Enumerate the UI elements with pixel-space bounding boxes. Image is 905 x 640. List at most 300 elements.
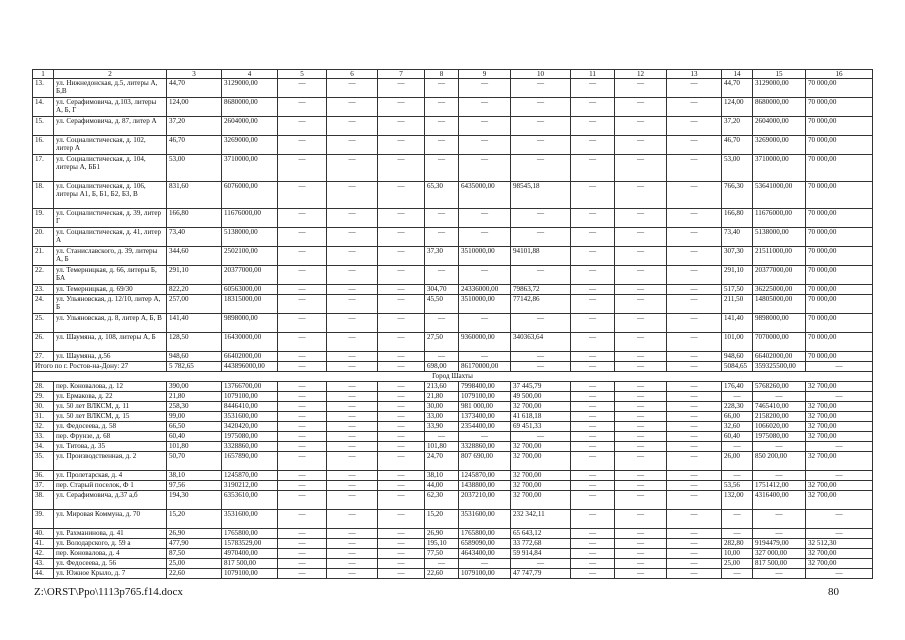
value-cell: — [667,569,722,579]
value-cell: — [667,559,722,569]
value-cell: 66402000,00 [222,352,278,362]
value-cell: 477,90 [167,539,222,549]
value-cell: — [425,98,459,117]
value-cell: 4643400,00 [459,549,511,559]
value-cell: 70 000,00 [806,136,873,155]
value-cell: — [378,422,425,432]
value-cell: — [378,491,425,510]
column-number-cell: 1 [33,70,54,79]
value-cell: 18315000,00 [222,295,278,314]
value-cell: — [511,432,571,442]
value-cell: — [615,182,667,209]
value-cell: — [425,79,459,98]
value-cell: — [722,392,753,402]
value-cell: — [571,432,615,442]
value-cell: 4970400,00 [222,549,278,559]
value-cell: 32 512,30 [806,539,873,549]
value-cell: — [378,314,425,333]
value-cell: — [571,412,615,422]
value-cell: — [615,79,667,98]
column-number-cell: 8 [425,70,459,79]
table-row [33,471,873,481]
value-cell: — [278,392,327,402]
value-cell: — [571,155,615,182]
value-cell: 344,60 [167,247,222,266]
total-value-cell: — [667,362,722,372]
value-cell: — [667,209,722,228]
address-cell: ул. Станиславского, д. 39, литеры А, Б [54,247,167,266]
value-cell: 11676000,00 [753,209,806,228]
value-cell: — [615,510,667,529]
value-cell: — [425,432,459,442]
value-cell: 1079100,00 [222,569,278,579]
value-cell: 15783529,00 [222,539,278,549]
value-cell: 5138000,00 [222,228,278,247]
value-cell: 32 700,00 [511,481,571,491]
value-cell: — [459,266,511,285]
value-cell: — [667,136,722,155]
value-cell: 2354400,00 [459,422,511,432]
table-row [33,209,873,228]
value-cell: 70 000,00 [806,247,873,266]
value-cell: 60,40 [722,432,753,442]
value-cell: — [327,402,378,412]
value-cell: — [571,209,615,228]
value-cell: — [278,510,327,529]
value-cell: — [278,285,327,295]
column-number-cell: 12 [615,70,667,79]
row-number-cell: 29. [33,392,54,402]
value-cell: — [459,559,511,569]
row-number-cell: 13. [33,79,54,98]
value-cell: 3190212,00 [222,481,278,491]
value-cell: — [667,510,722,529]
address-cell: ул. Шаумяна, д.56 [54,352,167,362]
page-number: 80 [828,586,839,598]
table-row [33,136,873,155]
value-cell: 2037210,00 [459,491,511,510]
total-value-cell: — [278,362,327,372]
value-cell: 817 500,00 [222,559,278,569]
value-cell: 62,30 [425,491,459,510]
value-cell: 70 000,00 [806,352,873,362]
value-cell: — [615,314,667,333]
value-cell: — [667,79,722,98]
value-cell: 211,50 [722,295,753,314]
value-cell: — [459,98,511,117]
value-cell: 132,00 [722,491,753,510]
data-table [32,69,873,579]
value-cell: 2604000,00 [753,117,806,136]
value-cell: — [571,333,615,352]
value-cell: 3510000,00 [459,247,511,266]
value-cell: 32 700,00 [806,402,873,412]
value-cell: — [459,314,511,333]
value-cell: — [667,471,722,481]
value-cell: — [806,529,873,539]
value-cell: 66402000,00 [753,352,806,362]
address-cell: ул. Социалистическая, д. 102, литер А [54,136,167,155]
value-cell: — [278,432,327,442]
value-cell: 26,90 [167,529,222,539]
value-cell: — [378,155,425,182]
table-row [33,117,873,136]
value-cell: — [667,432,722,442]
value-cell: 10,00 [722,549,753,559]
value-cell: — [425,228,459,247]
value-cell: — [459,155,511,182]
value-cell: — [571,228,615,247]
address-cell: пер. Коновалова, д. 4 [54,549,167,559]
row-number-cell: 34. [33,442,54,452]
value-cell: — [722,442,753,452]
value-cell: — [378,392,425,402]
address-cell: пер. Старый поселок, Ф 1 [54,481,167,491]
value-cell: 32 700,00 [806,549,873,559]
table-row [33,392,873,402]
value-cell: 32 700,00 [806,452,873,471]
value-cell: 26,90 [425,529,459,539]
value-cell: 20377000,00 [753,266,806,285]
value-cell: 1765800,00 [222,529,278,539]
value-cell: — [571,442,615,452]
value-cell: 32 700,00 [511,442,571,452]
table-header-row [33,70,873,79]
value-cell: — [378,79,425,98]
value-cell: — [667,491,722,510]
value-cell: 327 000,00 [753,549,806,559]
address-cell: ул. Титова, д. 35 [54,442,167,452]
value-cell: 53,00 [167,155,222,182]
value-cell: 32 700,00 [511,452,571,471]
value-cell: 807 690,00 [459,452,511,471]
value-cell: 7465410,00 [753,402,806,412]
value-cell: — [667,228,722,247]
value-cell: — [615,402,667,412]
value-cell: — [327,314,378,333]
value-cell: 60,40 [167,432,222,442]
value-cell: 26,00 [722,452,753,471]
value-cell: — [806,392,873,402]
value-cell: 9360000,00 [459,333,511,352]
value-cell: — [806,471,873,481]
table-row [33,228,873,247]
value-cell: — [615,471,667,481]
value-cell: — [753,569,806,579]
value-cell: — [425,209,459,228]
value-cell: 24336000,00 [459,285,511,295]
value-cell: — [378,98,425,117]
value-cell: — [571,295,615,314]
value-cell: — [753,442,806,452]
value-cell: 94101,88 [511,247,571,266]
value-cell: — [378,285,425,295]
value-cell: 33,90 [425,422,459,432]
value-cell: 32 700,00 [511,402,571,412]
value-cell: 65 643,12 [511,529,571,539]
value-cell: — [278,209,327,228]
value-cell: — [571,352,615,362]
address-cell: ул. Федосеева, д. 56 [54,559,167,569]
value-cell: — [278,136,327,155]
value-cell: 32 700,00 [806,422,873,432]
row-number-cell: 28. [33,382,54,392]
value-cell: 6076000,00 [222,182,278,209]
address-cell: ул. Рахманинова, д. 41 [54,529,167,539]
value-cell: 66,50 [167,422,222,432]
column-number-cell: 7 [378,70,425,79]
value-cell: 6589090,00 [459,539,511,549]
value-cell: — [378,539,425,549]
value-cell: — [327,155,378,182]
value-cell: 24,70 [425,452,459,471]
value-cell: 1373400,00 [459,412,511,422]
column-number-cell: 11 [571,70,615,79]
value-cell: — [278,529,327,539]
value-cell: 70 000,00 [806,209,873,228]
value-cell: — [615,136,667,155]
value-cell: — [378,295,425,314]
value-cell: 6353610,00 [222,491,278,510]
value-cell: — [615,412,667,422]
value-cell: 1079100,00 [222,392,278,402]
address-cell: пер. Фрунзе, д. 68 [54,432,167,442]
value-cell: 1066020,00 [753,422,806,432]
table-row [33,452,873,471]
value-cell: 7998400,00 [459,382,511,392]
value-cell: — [615,117,667,136]
value-cell: — [667,314,722,333]
value-cell: 228,30 [722,402,753,412]
value-cell: — [571,79,615,98]
row-number-cell: 44. [33,569,54,579]
value-cell: 38,10 [425,471,459,481]
value-cell: 1657890,00 [222,452,278,471]
value-cell: 1079100,00 [459,569,511,579]
value-cell: 37,20 [722,117,753,136]
total-value-cell: 698,00 [425,362,459,372]
table-row [33,155,873,182]
value-cell: 282,80 [722,539,753,549]
value-cell: — [571,182,615,209]
value-cell: — [278,549,327,559]
value-cell: 8680000,00 [222,98,278,117]
address-cell: ул. Производственная, д. 2 [54,452,167,471]
value-cell: 291,10 [722,266,753,285]
value-cell: — [615,228,667,247]
value-cell: — [511,228,571,247]
value-cell: 45,50 [425,295,459,314]
value-cell: 32 700,00 [806,382,873,392]
value-cell: 15,20 [425,510,459,529]
value-cell: 213,60 [425,382,459,392]
value-cell: 257,00 [167,295,222,314]
value-cell: — [667,529,722,539]
value-cell: 97,56 [167,481,222,491]
value-cell: 831,60 [167,182,222,209]
value-cell: — [327,352,378,362]
value-cell: — [327,442,378,452]
value-cell: — [327,539,378,549]
value-cell: 65,30 [425,182,459,209]
value-cell: 3531600,00 [459,510,511,529]
value-cell: — [615,529,667,539]
row-number-cell: 17. [33,155,54,182]
value-cell: — [615,98,667,117]
value-cell: 32 700,00 [806,491,873,510]
value-cell: 11676000,00 [222,209,278,228]
row-number-cell: 31. [33,412,54,422]
value-cell: — [378,333,425,352]
value-cell: — [425,314,459,333]
row-number-cell: 38. [33,491,54,510]
value-cell: 390,00 [167,382,222,392]
value-cell: — [459,209,511,228]
value-cell: — [425,266,459,285]
value-cell: — [378,228,425,247]
value-cell: — [425,352,459,362]
address-cell: ул. Мировая Коммуна, д. 70 [54,510,167,529]
file-path: Z:\ORST\Ppo\1113p765.f14.docx [34,586,183,598]
value-cell: 70 000,00 [806,79,873,98]
value-cell: — [571,314,615,333]
value-cell: — [459,136,511,155]
address-cell: ул. Серафимовича, д. 87, литер А [54,117,167,136]
value-cell: 304,70 [425,285,459,295]
value-cell: — [753,529,806,539]
value-cell: — [327,392,378,402]
value-cell: — [327,569,378,579]
table-row [33,559,873,569]
value-cell: 59 914,84 [511,549,571,559]
value-cell: — [511,559,571,569]
value-cell: — [327,228,378,247]
row-number-cell: 35. [33,452,54,471]
value-cell: 8446410,00 [222,402,278,412]
value-cell: — [278,247,327,266]
value-cell: — [615,266,667,285]
value-cell: — [615,352,667,362]
value-cell: — [278,98,327,117]
value-cell: — [615,481,667,491]
value-cell: 3129000,00 [222,79,278,98]
value-cell: — [378,569,425,579]
value-cell: 33,00 [425,412,459,422]
value-cell: 25,00 [722,559,753,569]
table-row [33,402,873,412]
value-cell: — [378,510,425,529]
value-cell: — [511,266,571,285]
value-cell: 46,70 [167,136,222,155]
address-cell: ул. Ульяновская, д. 8, литер А, Б, В [54,314,167,333]
value-cell: — [327,285,378,295]
value-cell: — [278,402,327,412]
row-number-cell: 22. [33,266,54,285]
row-number-cell: 40. [33,529,54,539]
value-cell: 70 000,00 [806,98,873,117]
value-cell: 1245870,00 [222,471,278,481]
value-cell: 21,80 [167,392,222,402]
value-cell: — [667,422,722,432]
value-cell: — [378,412,425,422]
column-number-cell: 15 [753,70,806,79]
value-cell: 14805000,00 [753,295,806,314]
value-cell: 9194479,00 [753,539,806,549]
value-cell: — [722,510,753,529]
table-row [33,432,873,442]
value-cell: 9898000,00 [753,314,806,333]
value-cell: 101,00 [722,333,753,352]
value-cell: — [327,471,378,481]
value-cell: — [615,549,667,559]
value-cell: 3328860,00 [459,442,511,452]
value-cell: 1975080,00 [753,432,806,442]
value-cell: 101,80 [167,442,222,452]
value-cell: 176,40 [722,382,753,392]
value-cell: — [327,182,378,209]
row-number-cell: 27. [33,352,54,362]
row-number-cell: 20. [33,228,54,247]
value-cell: 44,70 [167,79,222,98]
value-cell: — [615,432,667,442]
value-cell: 13766700,00 [222,382,278,392]
value-cell: — [571,117,615,136]
value-cell: — [667,155,722,182]
value-cell: 3420420,00 [222,422,278,432]
column-number-cell: 5 [278,70,327,79]
value-cell: 38,10 [167,471,222,481]
value-cell: — [615,295,667,314]
value-cell: 3129000,00 [753,79,806,98]
value-cell: — [753,510,806,529]
row-number-cell: 43. [33,559,54,569]
value-cell: 5138000,00 [753,228,806,247]
column-number-cell: 6 [327,70,378,79]
value-cell: 49 500,00 [511,392,571,402]
value-cell: — [327,382,378,392]
value-cell: 53,00 [722,155,753,182]
value-cell: — [378,529,425,539]
total-value-cell: 5 782,65 [167,362,222,372]
value-cell: — [278,491,327,510]
address-cell: ул. Темерницкая, д. 66, литеры Б, БА [54,266,167,285]
value-cell: 3269000,00 [753,136,806,155]
value-cell: — [278,314,327,333]
value-cell: — [571,285,615,295]
row-number-cell: 19. [33,209,54,228]
value-cell: — [571,481,615,491]
value-cell: — [278,422,327,432]
value-cell: — [571,510,615,529]
column-number-cell: 16 [806,70,873,79]
value-cell: 766,30 [722,182,753,209]
value-cell: — [378,471,425,481]
value-cell: — [806,442,873,452]
value-cell: 2604000,00 [222,117,278,136]
row-number-cell: 25. [33,314,54,333]
value-cell: — [327,209,378,228]
table-row [33,412,873,422]
value-cell: — [511,98,571,117]
table-row [33,247,873,266]
value-cell: 141,40 [722,314,753,333]
value-cell: — [278,569,327,579]
total-row [33,362,873,372]
value-cell: — [667,452,722,471]
value-cell: 258,30 [167,402,222,412]
value-cell: 53641000,00 [753,182,806,209]
value-cell: — [459,228,511,247]
